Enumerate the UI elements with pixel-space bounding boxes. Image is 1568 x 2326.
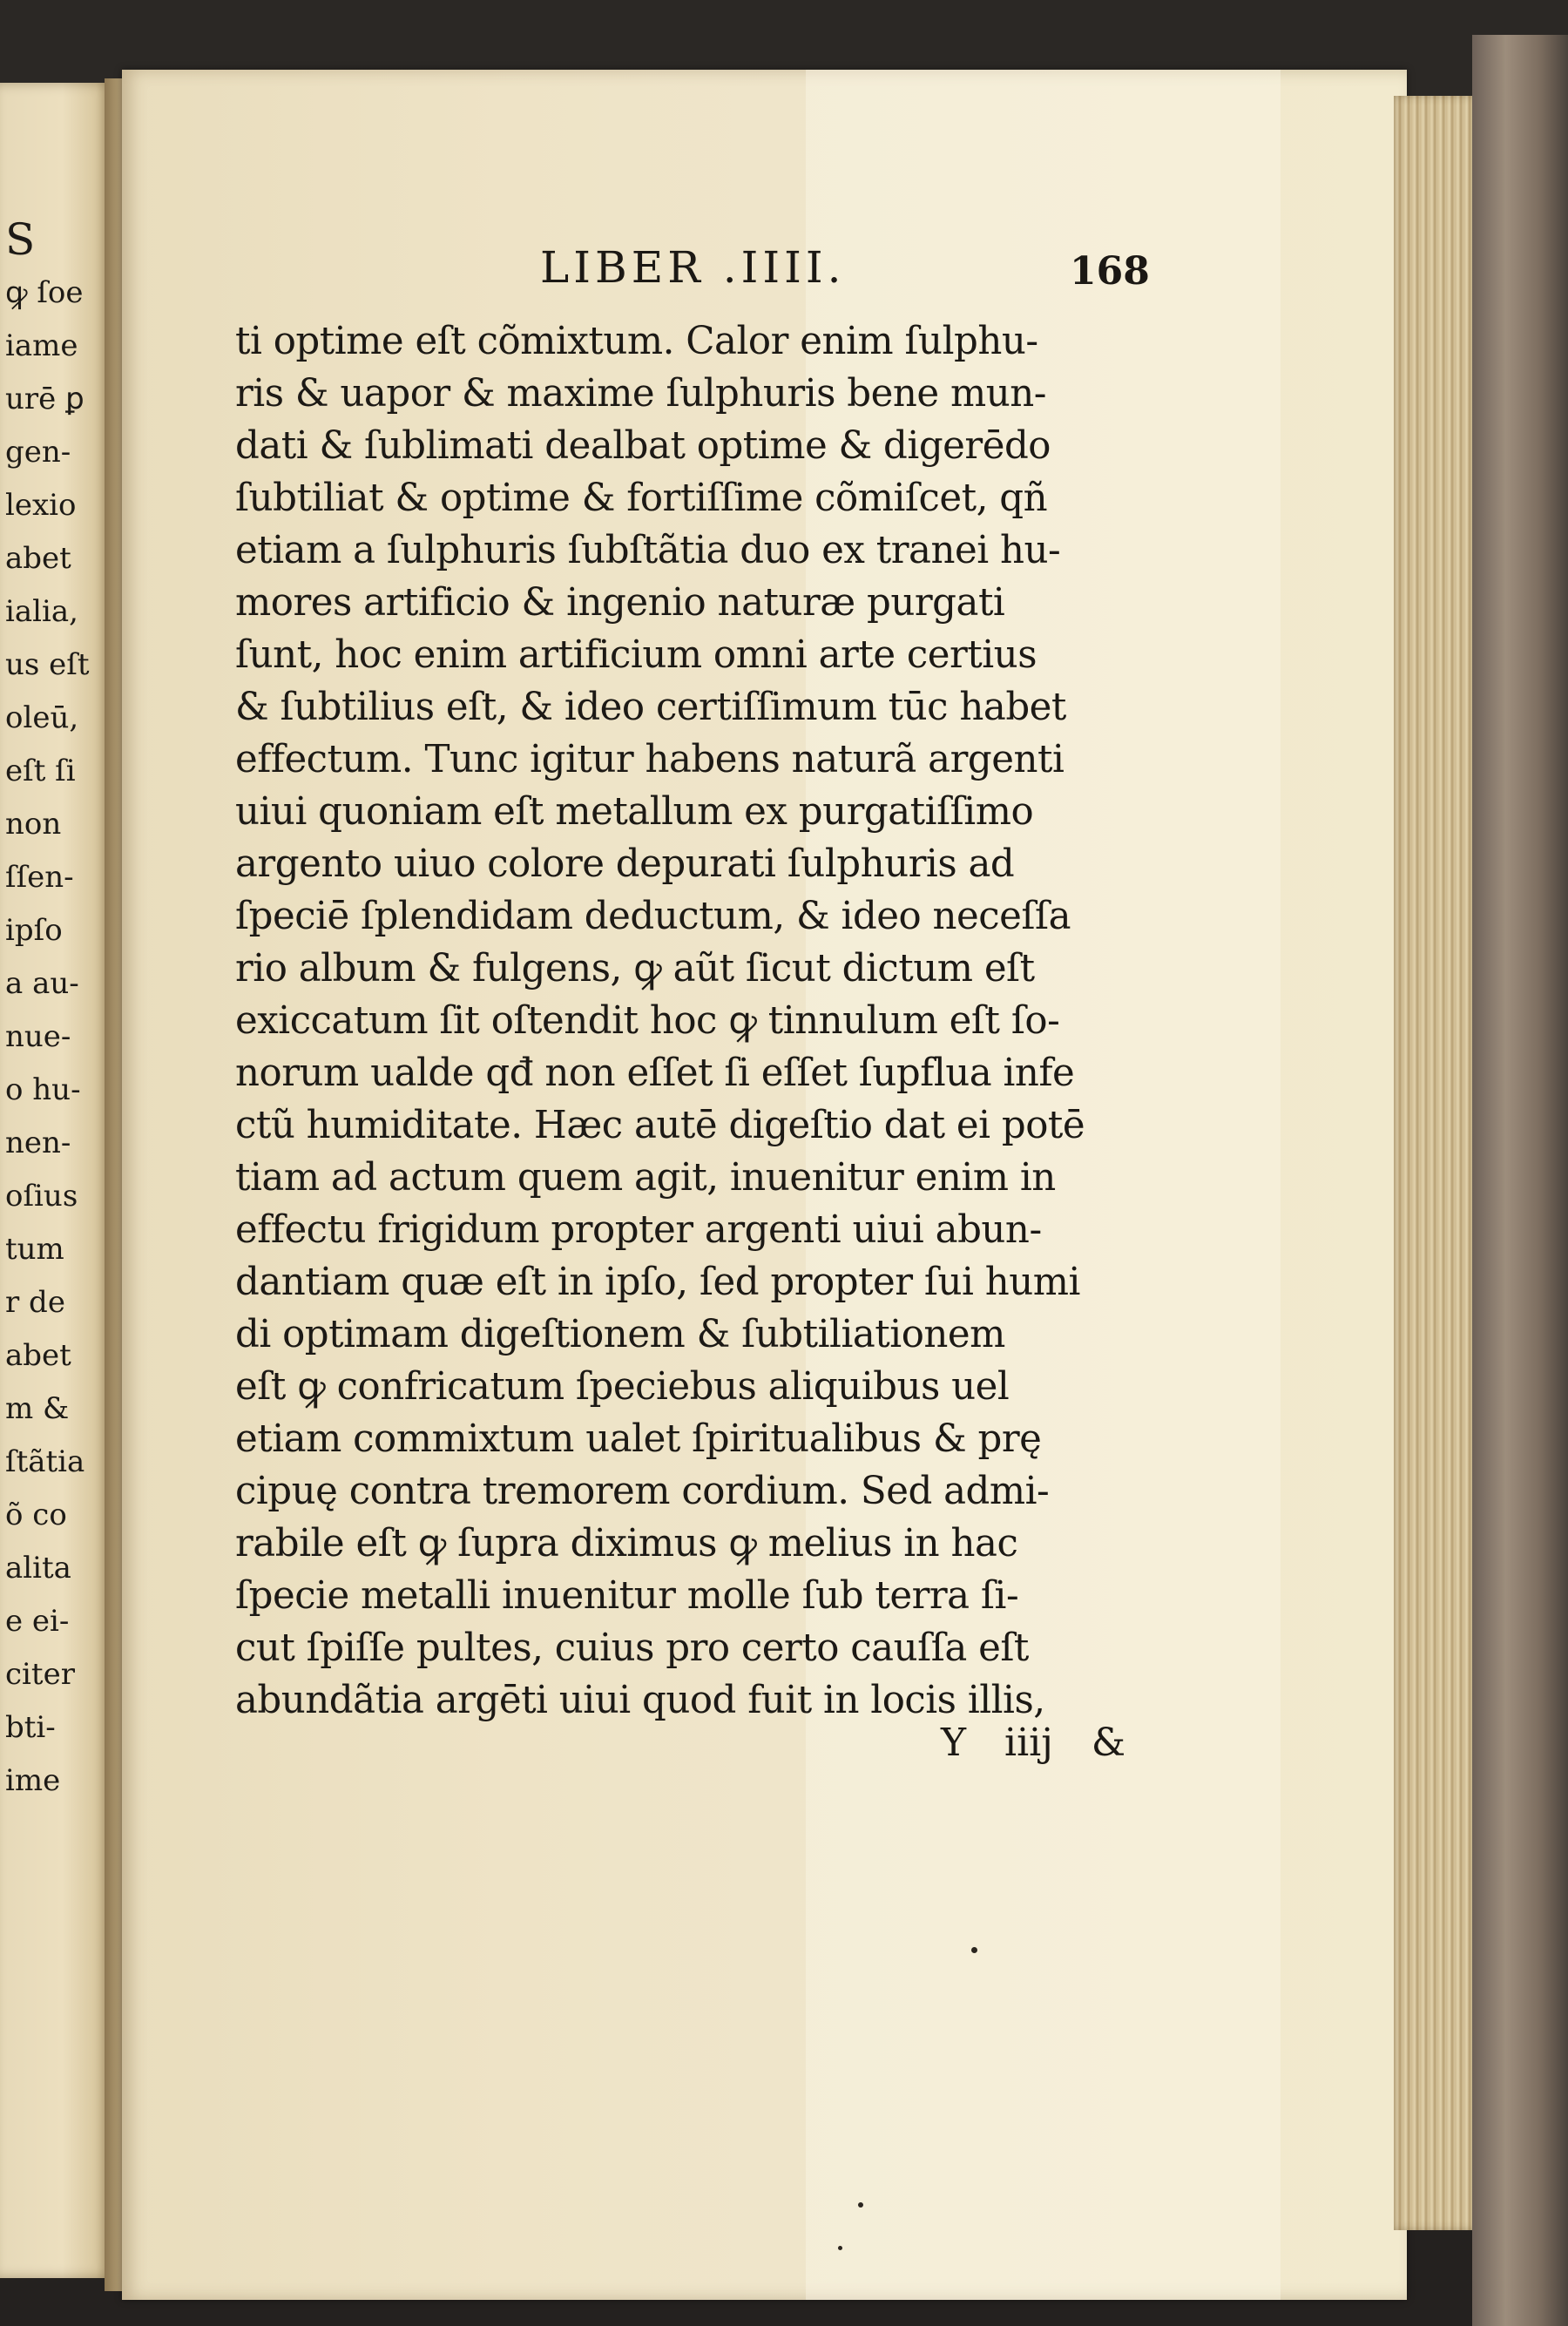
text-line: abundãtia argēti uiui quod fuit in locis illis, (235, 1679, 1045, 1722)
left-page-fragment: alita (5, 1551, 71, 1586)
running-head: LIBER .IIII. (540, 242, 846, 293)
text-line: effectum. Tunc igitur habens naturã argenti (235, 738, 1064, 781)
text-line: mores artificio & ingenio naturæ purgati (235, 581, 1005, 625)
left-page-fragment: m & (5, 1391, 70, 1426)
left-page-fragment: o hu- (5, 1072, 81, 1107)
text-line: ris & uapor & maxime ſulphuris bene mun- (235, 372, 1046, 416)
left-page-fragment: nue- (5, 1019, 71, 1054)
text-line: eſt ꝙ confricatum ſpeciebus aliquibus uel (235, 1365, 1010, 1409)
signature-catchword: Y iiij & (941, 1721, 1126, 1765)
ink-speck (971, 1947, 977, 1953)
text-line: norum ualde qđ non eſſet ſi eſſet ſupflua infe (235, 1051, 1075, 1095)
left-page-fragment: ialia, (5, 594, 78, 629)
text-line: di optimam digeſtionem & ſubtiliationem (235, 1313, 1005, 1356)
folio-number: 168 (1070, 249, 1150, 294)
left-page-fragment: non (5, 807, 62, 842)
left-page-fragment: citer (5, 1657, 75, 1692)
left-page-fragment: nen- (5, 1126, 71, 1160)
left-page-fragment: gen- (5, 435, 71, 470)
text-line: ſubtiliat & optime & fortiſſime cõmiſcet, qñ (235, 477, 1048, 520)
text-line: etiam commixtum ualet ſpiritualibus & prę (235, 1417, 1042, 1461)
left-page-fragment: oleū, (5, 700, 79, 735)
left-page-fragment: ſſen- (5, 860, 74, 895)
left-page-fragment: ime (5, 1763, 61, 1798)
left-page-fragment: oſius (5, 1179, 78, 1214)
left-page-fragment: e ei- (5, 1604, 70, 1639)
left-page-fragment: bti- (5, 1710, 56, 1745)
text-line: argento uiuo colore depurati ſulphuris ad (235, 842, 1015, 886)
text-line: cut ſpiſſe pultes, cuius pro certo cauſſa eſt (235, 1626, 1029, 1670)
text-line: rabile eſt ꝙ ſupra diximus ꝙ melius in hac (235, 1522, 1018, 1565)
body-text (235, 315, 1150, 1727)
page-block-edges (1394, 96, 1477, 2230)
text-line: rio album & fulgens, ꝙ aũt ſicut dictum eſt (235, 947, 1035, 991)
text-line: & ſubtilius eſt, & ideo certiſſimum tūc habet (235, 686, 1066, 729)
left-page-fragment: õ co (5, 1498, 67, 1532)
left-page-fragment: lexio (5, 488, 77, 523)
book-cover (1472, 35, 1568, 2326)
left-page-fragment: iame (5, 328, 78, 363)
left-page-fragment: r de (5, 1285, 65, 1320)
previous-page-edge (0, 83, 113, 2278)
text-line: cipuę contra tremorem cordium. Sed admi- (235, 1470, 1050, 1513)
text-line: ſunt, hoc enim artificium omni arte certius (235, 633, 1037, 677)
text-line: uiui quoniam eſt metallum ex purgatiſſimo (235, 790, 1034, 834)
text-line: ti optime eſt cõmixtum. Calor enim ſulphu- (235, 320, 1038, 363)
left-page-fragment: ipſo (5, 913, 63, 948)
text-line: ſpecie metalli inuenitur molle ſub terra ſi- (235, 1574, 1019, 1618)
left-page-fragment: abet (5, 541, 71, 576)
text-line: effectu frigidum propter argenti uiui abun- (235, 1208, 1042, 1252)
text-line: dati & ſublimati dealbat optime & digerēdo (235, 424, 1051, 468)
text-line: dantiam quæ eſt in ipſo, ſed propter ſui humi (235, 1261, 1080, 1304)
left-page-fragment: abet (5, 1338, 71, 1373)
ink-speck (858, 2202, 863, 2208)
text-line: tiam ad actum quem agit, inuenitur enim in (235, 1156, 1056, 1200)
left-page-fragment: urē ꝑ (5, 382, 84, 416)
left-page-fragment: S (5, 214, 36, 265)
ink-speck (838, 2246, 842, 2250)
text-line: ctũ humiditate. Hæc autē digeſtio dat ei potē (235, 1104, 1085, 1147)
left-page-fragment: eſt ſi (5, 754, 76, 788)
left-page-fragment: tum (5, 1232, 64, 1267)
left-page-fragment: ſtãtia (5, 1444, 85, 1479)
text-line: ſpeciē ſplendidam deductum, & ideo neceſſa (235, 895, 1071, 938)
left-page-fragment: us eſt (5, 647, 90, 682)
text-line: exiccatum ſit oſtendit hoc ꝙ tinnulum eſt ſo- (235, 999, 1060, 1043)
left-page-fragment: ꝙ ſoe (5, 275, 84, 310)
text-line: etiam a ſulphuris ſubſtãtia duo ex tranei hu- (235, 529, 1061, 572)
left-page-fragment: a au- (5, 966, 79, 1001)
